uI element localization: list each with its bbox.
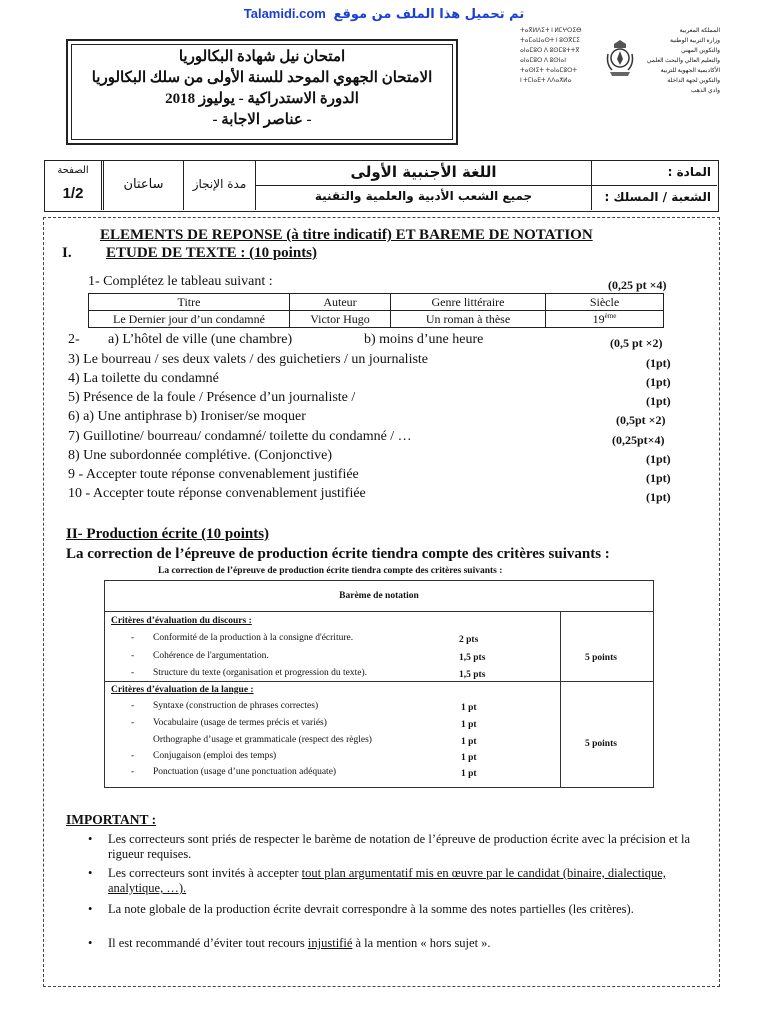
exam-title-box: [66, 39, 458, 145]
track-value: جميع الشعب الأدبية والعلمية والتقنية: [314, 189, 533, 203]
question-2-points: (0,5 pt ×2): [610, 336, 663, 350]
exam-line-3: الدورة الاستدراكية - يوليوز 2018: [165, 91, 359, 107]
discours-criterion: Conformité de la production à la consigne d'écriture.: [153, 633, 354, 643]
question-3-points: (1pt): [646, 356, 671, 370]
langue-criteria-title: Critères d’évaluation de la langue :: [111, 685, 254, 695]
important-item-3: La note globale de la production écrite devrait correspondre à la somme des notes partielles (les critères).: [108, 902, 634, 916]
question-8-points: (1pt): [646, 452, 671, 466]
question-9-points: (1pt): [646, 471, 671, 485]
section-1-title: ETUDE DE TEXTE : (10 points): [106, 245, 318, 261]
question-7: 7) Guillotine/ bourreau/ condamné/ toilette du condamné / …: [68, 429, 412, 444]
question-7-points: (0,25pt×4): [612, 433, 665, 447]
discours-criterion-points: 1,5 pts: [459, 653, 486, 663]
important-item-2: Les correcteurs sont invités à accepter tout plan argumentatif mis en œuvre par le candidat (binaire, dialectique, analytique, …).: [108, 866, 666, 895]
question-3: 3) Le bourreau / ses deux valets / des guichetiers / un journaliste: [68, 352, 429, 367]
question-4-points: (1pt): [646, 375, 671, 389]
table-header-row: Titre Auteur Genre littéraire Siècle: [89, 294, 664, 311]
works-table: [88, 293, 664, 328]
discours-criterion-points: 1,5 pts: [459, 670, 486, 680]
question-1: 1- Complétez le tableau suivant :: [88, 274, 273, 289]
track-label: الشعبة / المسلك :: [604, 190, 711, 204]
question-6: 6) a) Une antiphrase b) Ironiser/se moquer: [68, 409, 306, 424]
bullet-icon: •: [88, 866, 93, 880]
exam-meta-table: [44, 160, 719, 212]
bareme-table: Barème de notation Critères d’évaluation du discours : - Conformité de la production à la consigne d'écriture. 2 pts - Cohérence de l'argumentation. 1,5 pts - Structure du texte (organisation et progression du texte). 1,5 pts 5 points Critères d’évaluation de la langue : - Syntaxe (construction de phrases correctes) 1 pt - Vocabulaire (usage de termes précis et variés) 1 pt Orthographe d’usage et grammaticale (respect des règles) 1 pt - Conjugaison (emploi des temps) 1 pt - Ponctuation (usage d’une ponctuation adéquate) 1 pt 5 points: [104, 580, 654, 788]
source-site[interactable]: Talamidi.com: [243, 6, 326, 21]
question-2-number: 2-: [68, 332, 80, 347]
ministry-header: [520, 26, 720, 126]
discours-criteria-title: Critères d’évaluation du discours :: [111, 616, 252, 626]
bullet-icon: •: [88, 936, 93, 950]
subject-label: المادة :: [667, 165, 711, 179]
important-item-4: Il est recommandé d’éviter tout recours injustifié à la mention « hors sujet ».: [108, 936, 491, 950]
question-2b: b) moins d’une heure: [364, 332, 484, 347]
question-8: 8) Une subordonnée complétive. (Conjonctive): [68, 448, 332, 463]
section-2-subtitle-small: La correction de l’épreuve de production écrite tiendra compte des critères suivants :: [158, 566, 503, 576]
page-number: 1/2: [62, 185, 84, 202]
section-2-subtitle: La correction de l’épreuve de production écrite tiendra compte des critères suivants :: [66, 546, 610, 562]
discours-criterion: Cohérence de l'argumentation.: [153, 651, 269, 661]
discours-criterion: Structure du texte (organisation et progression du texte).: [153, 668, 368, 678]
subject-value: اللغة الأجنبية الأولى: [350, 163, 497, 181]
bullet-icon: •: [88, 902, 93, 916]
source-banner: [0, 6, 768, 22]
langue-criterion-points: 1 pt: [461, 737, 477, 747]
exam-line-1: امتحان نيل شهادة البكالوريا: [178, 49, 346, 65]
discours-criterion-points: 2 pts: [459, 635, 479, 645]
langue-criterion-points: 1 pt: [461, 720, 477, 730]
langue-criterion: Vocabulaire (usage de termes précis et variés): [153, 718, 327, 728]
exam-line-2: الامتحان الجهوي الموحد للسنة الأولى من سلك البكالوريا: [91, 70, 433, 86]
question-10: 10 - Accepter toute réponse convenablement justifiée: [68, 486, 366, 501]
langue-criterion: Orthographe d’usage et grammaticale (respect des règles): [153, 735, 372, 745]
page-label: الصفحة: [57, 165, 89, 176]
important-item-1: Les correcteurs sont priés de respecter le barème de notation de l’épreuve de production écrite avec la précision et la rigueur requises.: [108, 832, 691, 861]
duration-value: ساعتان: [123, 177, 164, 192]
question-6-points: (0,5pt ×2): [616, 413, 666, 427]
ministry-tifinagh: ⵜⴰⴳⵍⴷⵉⵜ ⵏ ⵍⵎⵖⵔⵉⴱ ⵜⴰⵎⴰⵡⴰⵙⵜ ⵏ ⵓⵙⴳⵎⵉ ⴰⵏⴰⵎⵓⵔ ⴷ ⵓⵙⵎⵓⵜⵜⴳ ⴰⵏⴰⵎⵓⵔ ⴷ ⵓⵙⵏⴰⵏ ⵜⴰⵙⵏⵉⵜ ⵜⴰⵏⴰⵎⵓⵔⵜ ⵏ ⵜⵎⵏⴰⴹⵜ ⴷⴷⴰⵅⵍⴰ: [520, 28, 582, 84]
section-2-title: II- Production écrite (10 points): [66, 526, 270, 542]
question-4: 4) La toilette du condamné: [68, 371, 219, 386]
exam-line-4: - عناصر الاجابة -: [212, 112, 312, 128]
answer-key-title: ELEMENTS DE REPONSE (à titre indicatif) ET BAREME DE NOTATION: [100, 227, 593, 243]
duration-value-cell: [103, 161, 183, 210]
section-1-number: I.: [62, 245, 72, 261]
duration-label: مدة الإنجاز: [192, 177, 247, 191]
bullet-icon: •: [88, 832, 93, 846]
question-5-points: (1pt): [646, 394, 671, 408]
question-1-points: (0,25 pt ×4): [608, 278, 667, 292]
question-2a: a) L’hôtel de ville (une chambre): [108, 332, 293, 347]
langue-criterion: Syntaxe (construction de phrases correctes): [153, 701, 319, 711]
question-5: 5) Présence de la foule / Présence d’un journaliste /: [68, 390, 356, 405]
page-cell: [45, 161, 101, 210]
discours-total-points: 5 points: [585, 653, 617, 663]
langue-total-points: 5 points: [585, 739, 617, 749]
langue-criterion-points: 1 pt: [461, 769, 477, 779]
question-10-points: (1pt): [646, 490, 671, 504]
bareme-title: Barème de notation: [339, 591, 419, 601]
ministry-arabic: المملكة المغربية وزارة التربية الوطنية والتكوين المهني والتعليم العالي والبحث العلمي الأكاديمية الجهوية للتربية والتكوين لجهة الداخلة وادي الذهب: [646, 28, 720, 94]
langue-criterion-points: 1 pt: [461, 703, 477, 713]
langue-criterion-points: 1 pt: [461, 753, 477, 763]
table-row: Le Dernier jour d’un condamné Victor Hugo Un roman à thèse 19ème: [89, 311, 664, 328]
question-9: 9 - Accepter toute réponse convenablement justifiée: [68, 467, 359, 482]
source-arabic-text: تم تحميل هذا الملف من موقع: [333, 7, 525, 22]
langue-criterion: Conjugaison (emploi des temps): [153, 751, 277, 761]
coat-of-arms-icon: [604, 38, 636, 78]
important-title: IMPORTANT :: [66, 812, 157, 827]
duration-label-cell: [183, 161, 255, 210]
langue-criterion: Ponctuation (usage d’une ponctuation adéquate): [153, 767, 337, 777]
